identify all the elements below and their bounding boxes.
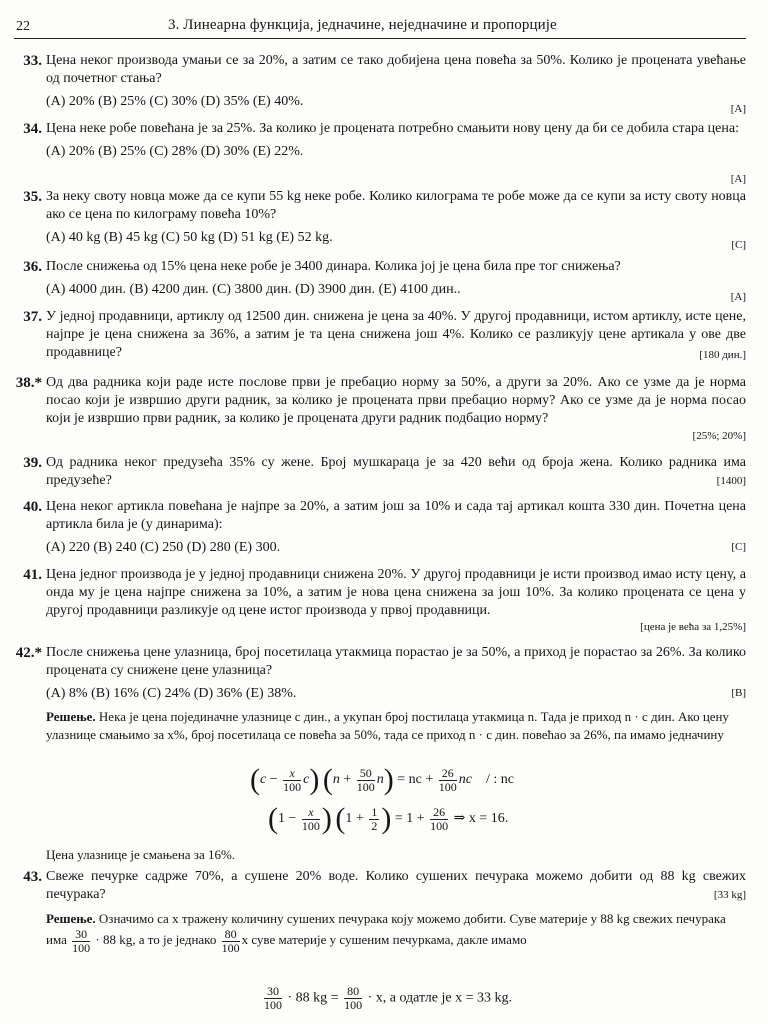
eq-text: nc xyxy=(458,772,472,788)
problem-text: Од радника неког предузећа 35% су жене. Број мушкараца је за 420 већи од броја жена. Колико радника има предузеће? xyxy=(46,455,746,489)
fraction: $\frac{30}{100}$ xyxy=(264,984,282,1012)
problem-number: 38.* xyxy=(15,375,42,391)
problem-34 xyxy=(14,120,746,185)
solution-42-equation-1: (c − $\frac{x}{100}$ c) (n + $\frac{50}{100}$ n) = nc + $\frac{26}{100}$ nc / : nc xyxy=(250,763,514,796)
solution-label: Решење. xyxy=(46,911,96,926)
answer-key: [C] xyxy=(731,541,746,553)
problem-number: 42.* xyxy=(15,645,42,661)
solution-43 xyxy=(46,910,746,954)
answer-options: (A) 20% (B) 25% (C) 30% (D) 35% (E) 40%. xyxy=(46,94,304,110)
answer-key: [C] xyxy=(731,239,746,251)
answer-options: (A) 20% (B) 25% (C) 28% (D) 30% (E) 22%. xyxy=(46,144,304,160)
answer-key: [A] xyxy=(730,173,746,185)
problem-number: 37. xyxy=(23,309,42,325)
answer-key: [A] xyxy=(730,103,746,115)
answer-key: [цена је већа за 1,25%] xyxy=(640,621,746,633)
problem-text: После снижења цене улазница, број посетилаца утакмица порастао је за 50%, а приход је порастао за 26%. За колико процената су снижене цене улазница? xyxy=(46,645,746,679)
fraction: $\frac{50}{100}$ xyxy=(356,765,375,794)
answer-key: [A] xyxy=(730,291,746,303)
problem-43 xyxy=(14,868,746,904)
fraction: $\frac{x}{100}$ xyxy=(283,765,302,794)
problem-text: Цена једног производа је у једној продавници снижена 20%. У другој продавници је исти производ имао исту цену, а онда му је цена најпре снижена за 10%, а затим је нова цена снижена за још 10%. За колико процената се цена у другој продавници разликује од цене истог производа у првој продавници. xyxy=(46,567,746,619)
solution-42-equation-2: (1 − $\frac{x}{100}$ ) (1 + $\frac{1}{2}$ ) = 1 + $\frac{26}{100}$ ⇒ x = 16. xyxy=(268,802,509,835)
page-header xyxy=(14,10,746,36)
solution-text: Нека је цена појединачне улазнице c дин., а укупан број постилаца утакмица n. Тада је приход n · c дин. Ако цену улазнице смањимо за x%, број посетилаца се повећа за 50%, тада се приход n · c дин. повећао за 26%, па имамо једначину xyxy=(46,709,730,743)
fraction: $\frac{26}{100}$ xyxy=(430,804,449,833)
solution-42 xyxy=(46,708,746,744)
answer-options: (A) 4000 дин. (B) 4200 дин. (C) 3800 дин. (D) 3900 дин. (E) 4100 дин.. xyxy=(46,282,461,298)
header-rule xyxy=(14,38,746,39)
eq-text: ⇒ x = 16. xyxy=(453,811,509,827)
eq-text: · x, а одатле је x = 33 kg. xyxy=(367,990,512,1006)
answer-key: [33 kg] xyxy=(713,889,746,901)
answer-options: (A) 220 (B) 240 (C) 250 (D) 280 (E) 300. xyxy=(46,540,281,556)
problem-number: 41. xyxy=(23,567,42,583)
solution-42-conclusion: Цена улазнице је смањена за 16%. xyxy=(46,847,236,862)
answer-key: [25%; 20%] xyxy=(692,430,746,442)
problem-38 xyxy=(14,374,746,442)
problem-text: За неку своту новца може да се купи 55 kg неке робе. Колико килограма те робе може да се купи за исту своту новца ако се цена по килограму повећа 10%? xyxy=(46,189,746,223)
problem-number: 39. xyxy=(23,455,42,471)
eq-text: = 1 + xyxy=(394,811,425,827)
problem-42 xyxy=(14,644,746,704)
solution-43-equation xyxy=(262,985,512,1011)
eq-text: = nc + xyxy=(397,772,434,788)
fraction: $\frac{80}{100}$ xyxy=(221,927,240,955)
problem-text: У једној продавници, артиклу од 12500 дин. снижена је цена за 40%. У другој продавници, истом артиклу, исте цене, најпре је цена снижена за 36%, а затим је та цена снижена још 4%. Колико се разликују цене артикала у ове две продавнице? xyxy=(46,309,746,361)
solution-text: Означимо са x тражену количину сушених печурака коју можемо добити. Суве материје у 88 kg свежих печурака има xyxy=(46,911,726,948)
problem-40 xyxy=(14,498,746,558)
solution-label: Решење. xyxy=(46,709,96,724)
problem-number: 43. xyxy=(23,869,42,885)
fraction: $\frac{x}{100}$ xyxy=(301,804,320,833)
answer-key: [180 дин.] xyxy=(699,349,746,361)
fraction: $\frac{80}{100}$ xyxy=(344,984,363,1012)
answer-options: (A) 40 kg (B) 45 kg (C) 50 kg (D) 51 kg (E) 52 kg. xyxy=(46,230,333,246)
problem-text: Од два радника који раде исте послове први је пребацио норму за 50%, а други за 20%. Ако се узме да је норма посао који је извршио други радник, за колико је процената први пребацио норму? Ако се узме да је норма посао који је извршио први радник, за колико је процената други радник подбацио норму? xyxy=(46,375,746,427)
problem-41 xyxy=(14,566,746,633)
problem-37 xyxy=(14,308,746,363)
problem-text: Свеже печурке садрже 70%, а сушене 20% воде. Колико сушених печурака можемо добити од 88 kg свежих печурака? xyxy=(46,869,746,903)
solution-text: · 88 kg, а то је једнако xyxy=(95,932,217,948)
fraction: $\frac{26}{100}$ xyxy=(438,765,457,794)
fraction: $\frac{1}{2}$ xyxy=(371,804,378,833)
problem-number: 35. xyxy=(23,189,42,205)
problem-text: Цена неког артикла повећана је најпре за 20%, а затим још за 10% и сада тај артикал кошта 330 дин. Почетна цена артикла била је (у динарима): xyxy=(46,499,746,533)
problem-number: 34. xyxy=(23,121,42,137)
problem-36 xyxy=(14,258,746,303)
answer-key: [1400] xyxy=(716,475,746,487)
answer-key: [B] xyxy=(731,687,746,699)
problem-number: 40. xyxy=(23,499,42,515)
answer-options: (A) 8% (B) 16% (C) 24% (D) 36% (E) 38%. xyxy=(46,686,297,702)
eq-text: · 88 kg = xyxy=(287,990,339,1006)
fraction: $\frac{30}{100}$ xyxy=(72,927,91,955)
problem-text: Цена неког производа умањи се за 20%, а затим се тако добијена цена повећа за 50%. Колико је процената увећање од почетног стања? xyxy=(46,53,746,87)
running-title: 3. Линеарна функција, једначине, неједначине и пропорције xyxy=(168,17,557,33)
problem-number: 33. xyxy=(23,53,42,69)
problem-number: 36. xyxy=(23,259,42,275)
problem-text: Цена неке робе повећана је за 25%. За колико је процената потребно смањити нову цену да би се добила стара цена: xyxy=(46,121,739,136)
problem-text: После снижења од 15% цена неке робе је 3400 динара. Колика јој је цена била пре тог снижења? xyxy=(46,259,621,274)
problem-35 xyxy=(14,188,746,251)
page-number: 22 xyxy=(16,19,30,34)
solution-text: x суве материје у сушеним печуркама, дакле имамо xyxy=(241,932,527,948)
eq-text: / : nc xyxy=(485,772,514,788)
problem-39 xyxy=(14,454,746,490)
problem-33 xyxy=(14,52,746,115)
